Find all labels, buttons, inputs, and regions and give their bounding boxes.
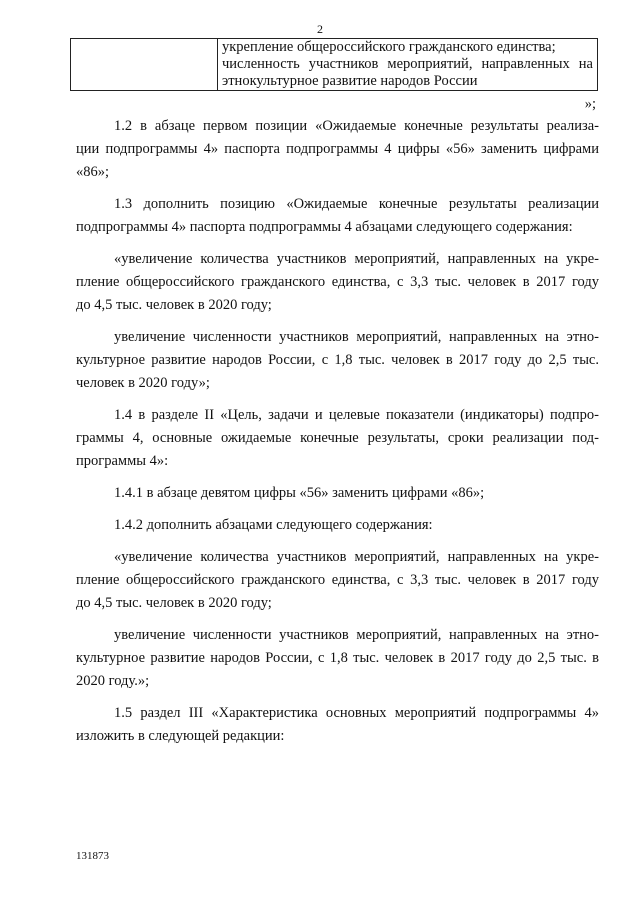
paragraph: [76, 404, 599, 473]
paragraph-line: пление общероссийского гражданского единства, с 3,3 тыс. человек в 2017 году: [76, 572, 599, 588]
paragraph-line: 1.2 в абзаце первом позиции «Ожидаемые конечные результаты реализа-: [114, 118, 599, 134]
paragraph-line: увеличение численности участников мероприятий, направленных на этно-: [114, 329, 599, 345]
table-line: этнокультурное развитие народов России: [222, 73, 478, 89]
page-number: 2: [317, 22, 323, 36]
paragraph: [76, 193, 599, 239]
table-text-cell: [218, 39, 598, 91]
top-table: [70, 38, 598, 91]
paragraph-line: граммы 4, основные ожидаемые конечные результаты, сроки реализации под-: [76, 430, 599, 446]
paragraph-line: подпрограммы 4» паспорта подпрограммы 4 абзацами следующего содержания:: [76, 219, 573, 235]
paragraph: [76, 115, 599, 184]
paragraph-line: 1.4 в разделе II «Цель, задачи и целевые показатели (индикаторы) подпро-: [114, 407, 599, 423]
paragraph-line: 2020 году.»;: [76, 673, 150, 689]
paragraph: [76, 546, 599, 615]
paragraph-line: культурное развитие народов России, с 1,8 тыс. человек в 2017 году до 2,5 тыс.: [76, 352, 599, 368]
document-body: [76, 115, 599, 757]
footer-code: 131873: [76, 850, 109, 862]
paragraph-line: увеличение численности участников мероприятий, направленных на этно-: [114, 627, 599, 643]
table-line: укрепление общероссийского гражданского единства;: [222, 39, 556, 55]
paragraph: [76, 248, 599, 317]
table-line: численность участников мероприятий, направленных на: [222, 56, 593, 72]
paragraph-line: человек в 2020 году»;: [76, 375, 210, 391]
paragraph: [76, 482, 599, 505]
paragraph-line: до 4,5 тыс. человек в 2020 году;: [76, 595, 272, 611]
paragraph: [76, 326, 599, 395]
paragraph-line: изложить в следующей редакции:: [76, 728, 285, 744]
paragraph-line: 1.4.2 дополнить абзацами следующего содержания:: [114, 517, 433, 533]
paragraph-line: программы 4»:: [76, 453, 169, 469]
paragraph-line: 1.5 раздел III «Характеристика основных мероприятий подпрограммы 4»: [114, 705, 599, 721]
paragraph: [76, 624, 599, 693]
closing-quote: »;: [584, 96, 596, 112]
paragraph-line: пление общероссийского гражданского единства, с 3,3 тыс. человек в 2017 году: [76, 274, 599, 290]
paragraph: [76, 514, 599, 537]
paragraph-line: ции подпрограммы 4» паспорта подпрограммы 4 цифры «56» заменить цифрами: [76, 141, 599, 157]
paragraph: [76, 702, 599, 748]
paragraph-line: до 4,5 тыс. человек в 2020 году;: [76, 297, 272, 313]
paragraph-line: «увеличение количества участников мероприятий, направленных на укре-: [114, 251, 599, 267]
paragraph-line: культурное развитие народов России, с 1,8 тыс. человек в 2017 году до 2,5 тыс. в: [76, 650, 599, 666]
paragraph-line: «86»;: [76, 164, 110, 180]
paragraph-line: 1.4.1 в абзаце девятом цифры «56» заменить цифрами «86»;: [114, 485, 485, 501]
paragraph-line: 1.3 дополнить позицию «Ожидаемые конечные результаты реализации: [114, 196, 599, 212]
paragraph-line: «увеличение количества участников мероприятий, направленных на укре-: [114, 549, 599, 565]
table-empty-cell: [71, 39, 218, 91]
